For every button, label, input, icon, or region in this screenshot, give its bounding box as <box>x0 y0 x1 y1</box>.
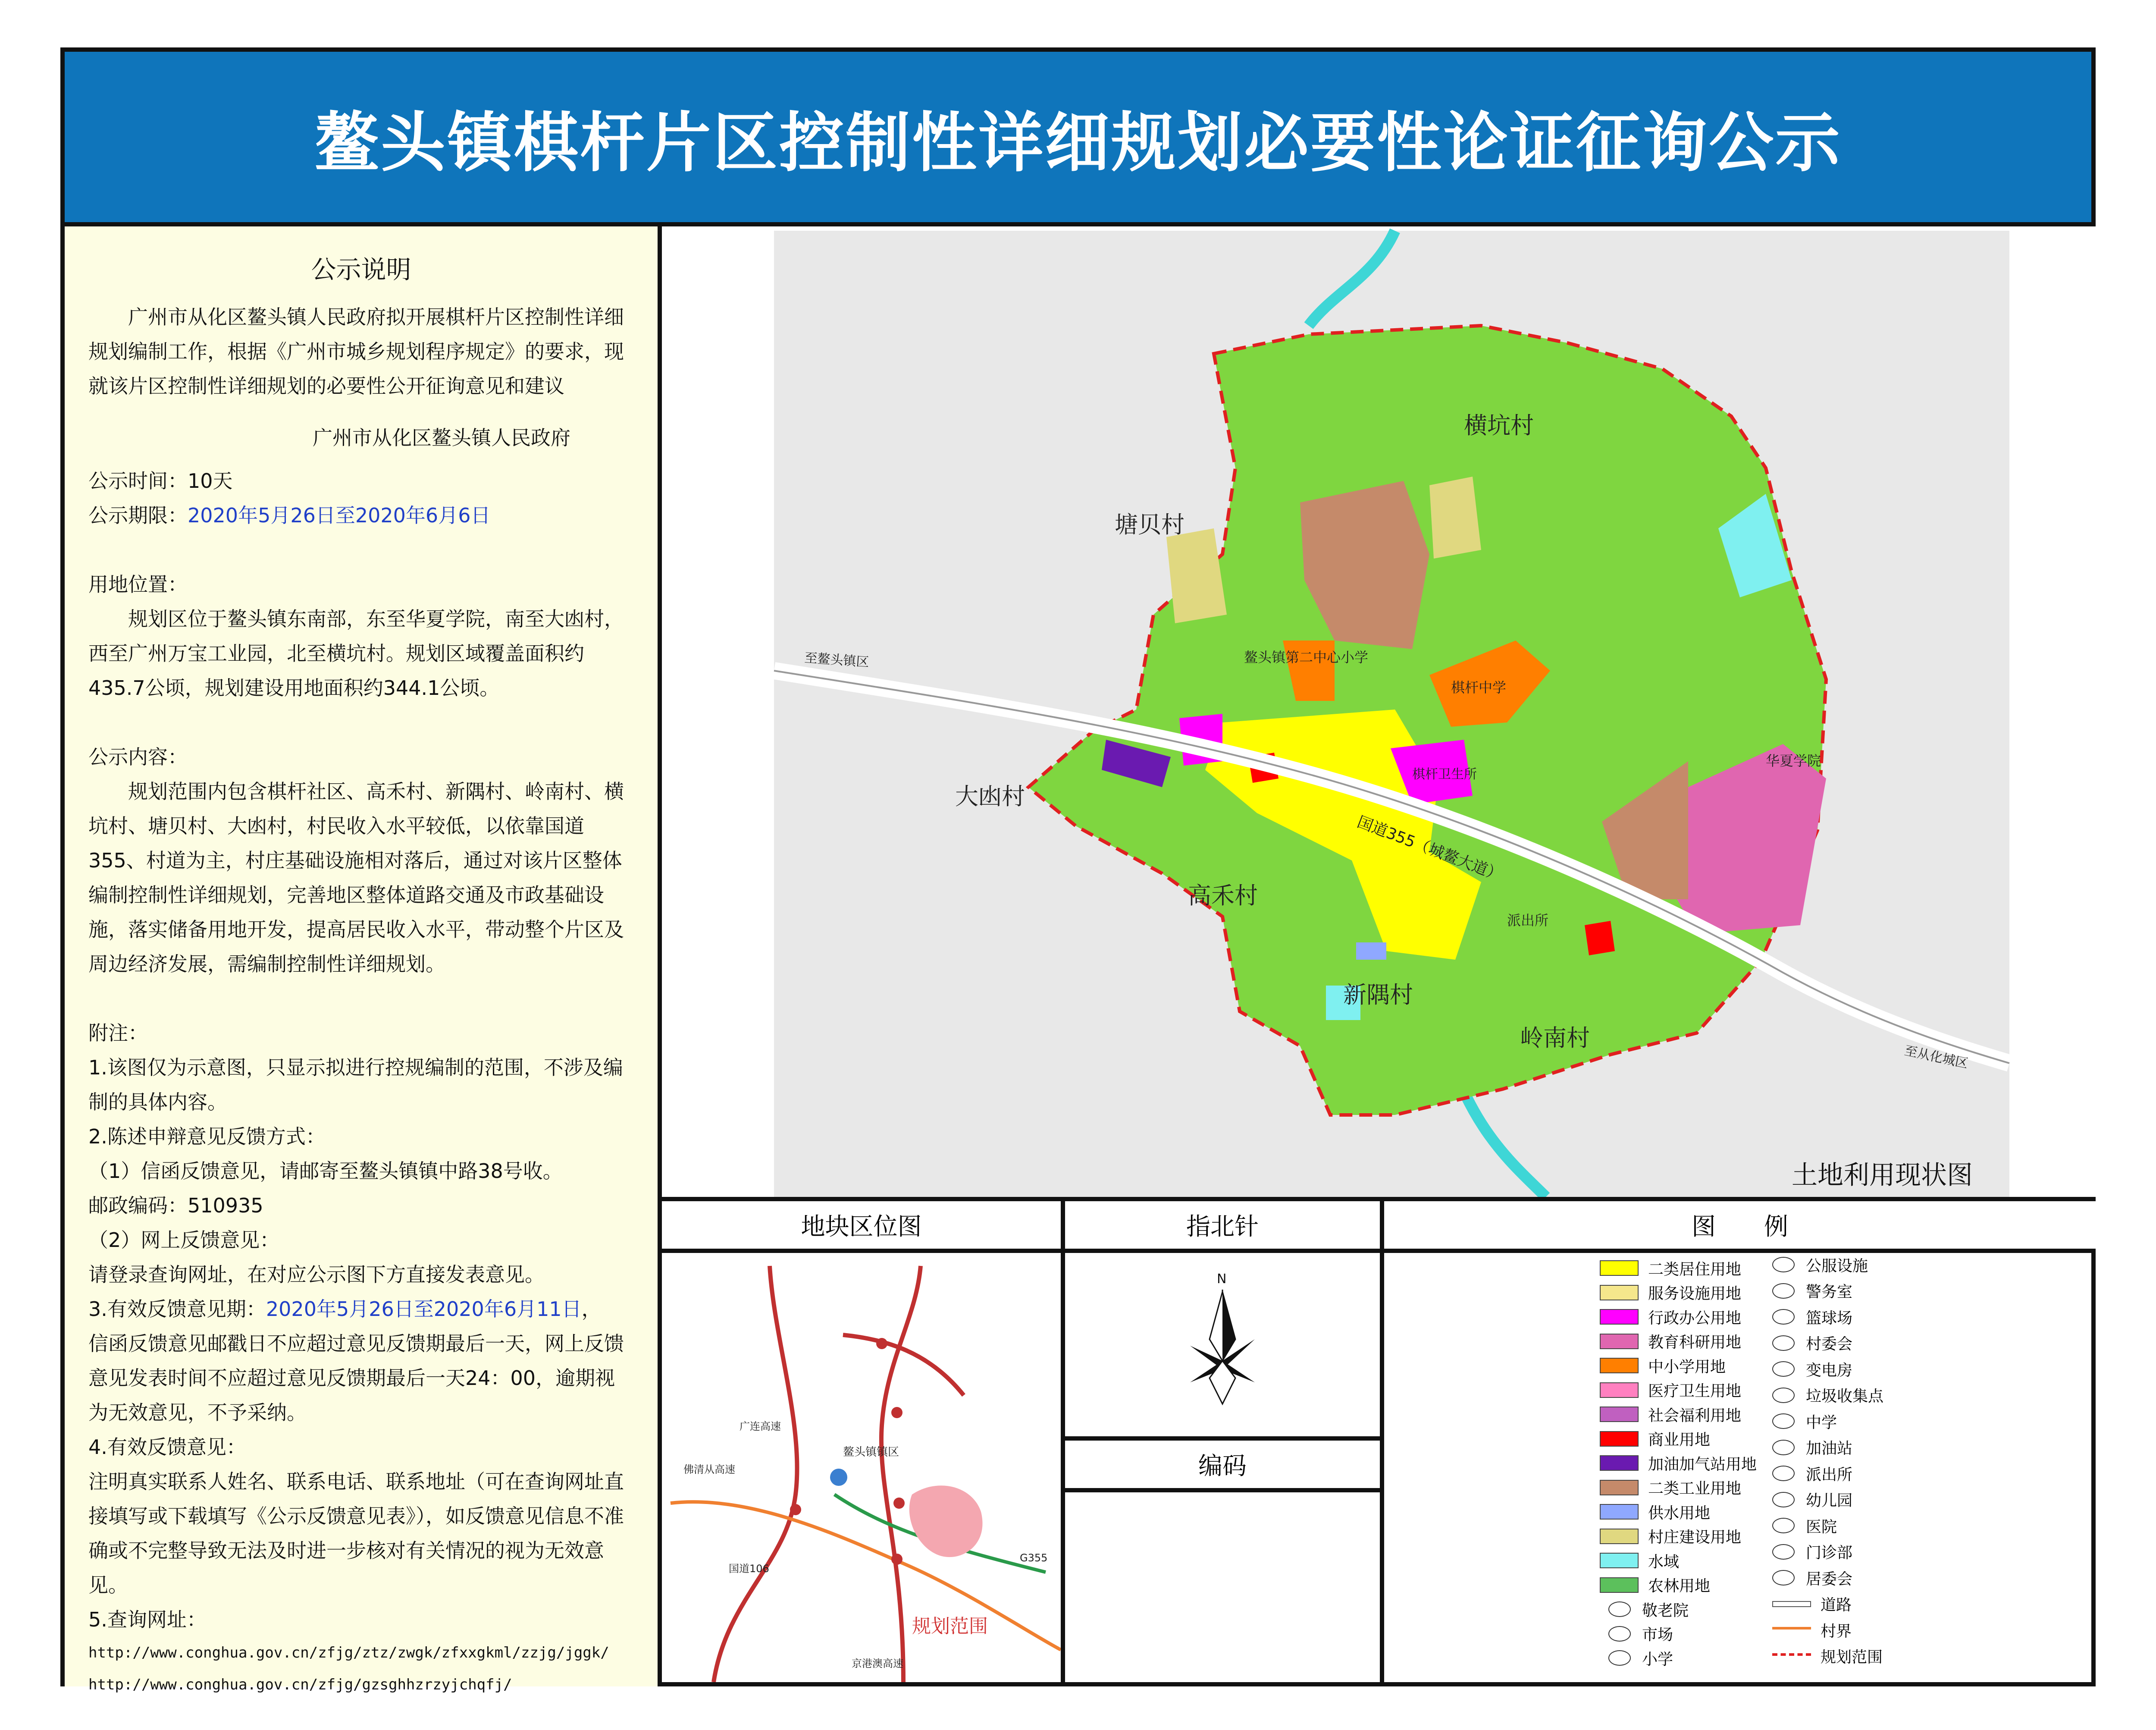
land-use-map <box>662 226 2096 1201</box>
legend-item <box>1600 1258 1741 1278</box>
legend-label: 二类居住用地 <box>1648 1260 1742 1278</box>
map-caption: 土地利用现状图 <box>1792 1160 1973 1190</box>
scope-area <box>909 1485 983 1557</box>
location-text: 规划区位于鳌头镇东南部，东至华夏学院，南至大凼村，西至广州万宝工业园，北至横坑村。规划区域覆盖面积约435.7公顷，规划建设用地面积约344.1公顷。 <box>88 607 624 700</box>
note-2: 2.陈述申辩意见反馈方式： <box>88 1125 326 1148</box>
legend-symbol-icon <box>1772 1466 1795 1481</box>
legend-symbol-icon <box>1772 1413 1795 1429</box>
junction-dot <box>891 1554 903 1565</box>
legend-item <box>1772 1411 1837 1431</box>
code-header: 编码 <box>1065 1441 1380 1492</box>
location-label: 规划范围 <box>912 1615 988 1637</box>
note-1: 1.该图仅为示意图，只显示拟进行控规编制的范围，不涉及编制的具体内容。 <box>88 1056 623 1114</box>
legend-symbol-icon <box>1772 1544 1795 1560</box>
legend-swatch <box>1600 1480 1639 1495</box>
legend-item <box>1772 1568 1852 1588</box>
legend-label: 道路 <box>1821 1596 1852 1614</box>
notice-panel <box>65 226 662 1693</box>
road-line <box>843 1335 964 1395</box>
legend-swatch <box>1600 1382 1639 1398</box>
postcode: 邮政编码：510935 <box>88 1194 263 1217</box>
legend-label: 农林用地 <box>1648 1577 1711 1595</box>
note-3-text: 信函反馈意见邮戳日不应超过意见反馈期最后一天，网上反馈意见发表时间不应超过意见反馈期最后一天24：00，逾期视为无效意见，不予采纳。 <box>88 1332 624 1424</box>
content-text: 规划范围内包含棋杆社区、高禾村、新隅村、岭南村、横坑村、塘贝村、大凼村，村民收入水平较低，以依靠国道355、村道为主，村庄基础设施相对落后，通过对该片区整体编制控制性详细规划，完善地区整体道路交通及市政基础设施，落实储备用地开发，提高居民收入水平，带动整个片区及周边经济发展，需编制控制性详细规划。 <box>88 780 624 976</box>
legend-item <box>1772 1255 1868 1275</box>
legend-label: 供水用地 <box>1648 1504 1711 1522</box>
legend-line-icon <box>1772 1627 1811 1633</box>
village-patch <box>1429 477 1481 559</box>
legend-label: 中小学用地 <box>1648 1358 1726 1376</box>
query-url-2[interactable]: http://www.conghua.gov.cn/zfjg/gzsghhzrzyjchqfj/ <box>88 1676 512 1693</box>
legend-label: 中学 <box>1806 1413 1837 1432</box>
direction-label: 至从化城区 <box>1903 1043 1970 1072</box>
legend-item <box>1772 1594 1852 1614</box>
legend-item <box>1600 1283 1741 1303</box>
legend-symbol-icon <box>1608 1626 1631 1642</box>
legend-line-icon <box>1772 1653 1811 1659</box>
title-bar <box>65 52 2091 226</box>
legend-symbol-icon <box>1608 1601 1631 1617</box>
poster-frame <box>60 47 2096 1693</box>
legend-item <box>1600 1404 1741 1424</box>
legend-label: 垃圾收集点 <box>1806 1388 1884 1405</box>
query-url-1[interactable]: http://www.conghua.gov.cn/zfjg/ztz/zwgk/zfxxgkml/zzjg/jggk/ <box>88 1644 609 1661</box>
junction-dot <box>876 1338 887 1349</box>
legend-swatch <box>1600 1529 1639 1544</box>
location-label: 京港澳高速 <box>852 1658 903 1670</box>
legend-item <box>1600 1356 1726 1375</box>
note-4-text: 注明真实联系人姓名、联系电话、联系地址（可在查询网址直接填写或下载填写《公示反馈意见表》），如反馈意见信息不准确或不完整导致无法及时进一步核对有关情况的视为无效意见。 <box>88 1470 624 1597</box>
legend-item <box>1772 1490 1852 1510</box>
note-4: 4.有效反馈意见： <box>88 1435 246 1459</box>
legend-label: 居委会 <box>1806 1570 1853 1588</box>
village-label: 高禾村 <box>1188 882 1258 909</box>
legend-symbol-icon <box>1772 1361 1795 1377</box>
legend-label: 二类工业用地 <box>1648 1480 1742 1498</box>
north-arrow-icon <box>1065 1253 1380 1436</box>
town-dot <box>830 1469 847 1486</box>
legend-label: 敬老院 <box>1642 1601 1689 1620</box>
legend-label: 篮球场 <box>1806 1309 1853 1327</box>
notice-intro: 广州市从化区鳌头镇人民政府拟开展棋杆片区控制性详细规划编制工作，根据《广州市城乡规划程序规定》的要求，现就该片区控制性详细规划的必要性公开征询意见和建议 <box>88 305 624 398</box>
village-label: 横坑村 <box>1464 412 1534 439</box>
legend-label: 市场 <box>1642 1626 1673 1644</box>
page-title: 鳌头镇棋杆片区控制性详细规划必要性论证征询公示 <box>314 105 1842 181</box>
legend-item <box>1600 1575 1710 1595</box>
legend-label: 教育科研用地 <box>1648 1334 1742 1351</box>
land-use-map-svg <box>662 226 2096 1201</box>
legend-symbol-icon <box>1772 1440 1795 1455</box>
legend-label: 加油加气站用地 <box>1648 1455 1757 1473</box>
legend-symbol-icon <box>1772 1257 1795 1272</box>
north-letter: N <box>1217 1272 1227 1287</box>
legend-swatch <box>1600 1358 1639 1373</box>
legend-symbol-icon <box>1772 1518 1795 1533</box>
legend-item <box>1772 1463 1852 1483</box>
location-heading: 用地位置： <box>88 573 188 596</box>
legend-label: 门诊部 <box>1806 1544 1853 1562</box>
legend-label: 幼儿园 <box>1806 1492 1853 1510</box>
legend-label: 规划范围 <box>1821 1648 1883 1666</box>
legend-label: 派出所 <box>1806 1466 1853 1484</box>
place-label: 鳌头镇第二中心小学 <box>1244 649 1369 666</box>
road-label: 国道355（城鳌大道） <box>1354 813 1505 885</box>
legend-symbol-icon <box>1772 1309 1795 1325</box>
legend-item <box>1600 1551 1679 1570</box>
junction-dot <box>790 1504 801 1515</box>
legend-symbol-icon <box>1772 1388 1795 1403</box>
legend-label: 村界 <box>1821 1622 1852 1640</box>
location-label: 国道106 <box>729 1563 769 1575</box>
legend-item <box>1772 1646 1883 1666</box>
legend-label: 村庄建设用地 <box>1648 1529 1742 1546</box>
legend-body <box>1384 1253 2096 1684</box>
location-map-panel <box>662 1201 1065 1682</box>
legend-label: 社会福利用地 <box>1648 1407 1742 1425</box>
legend-swatch <box>1600 1285 1639 1300</box>
legend-header: 图 例 <box>1384 1201 2096 1253</box>
legend-item <box>1772 1359 1852 1379</box>
place-label: 棋杆卫生所 <box>1412 767 1477 782</box>
legend-swatch <box>1600 1455 1639 1471</box>
legend-item <box>1600 1526 1741 1546</box>
legend-item <box>1772 1333 1852 1353</box>
legend-symbol-icon <box>1772 1492 1795 1507</box>
location-map-header: 地块区位图 <box>662 1201 1061 1253</box>
legend-item <box>1772 1438 1852 1457</box>
note-5: 5.查询网址： <box>88 1608 207 1631</box>
commercial-patch <box>1585 921 1615 955</box>
legend-swatch <box>1600 1260 1639 1276</box>
legend-line-icon <box>1772 1601 1811 1607</box>
legend-label: 行政办公用地 <box>1648 1309 1742 1327</box>
legend-item <box>1772 1281 1852 1301</box>
legend-swatch <box>1600 1431 1639 1447</box>
village-label: 大凼村 <box>955 783 1025 810</box>
legend-label: 服务设施用地 <box>1648 1285 1742 1303</box>
legend-label: 小学 <box>1642 1650 1673 1668</box>
legend-swatch <box>1600 1407 1639 1422</box>
location-label: G355 <box>1020 1552 1048 1564</box>
legend-item <box>1600 1502 1710 1522</box>
notes-heading: 附注： <box>88 1021 148 1045</box>
legend-label: 加油站 <box>1806 1440 1853 1457</box>
place-label: 棋杆中学 <box>1451 679 1507 696</box>
legend-swatch <box>1600 1309 1639 1325</box>
legend-symbol-icon <box>1772 1283 1795 1299</box>
north-and-code-panel <box>1065 1201 1384 1682</box>
legend-item <box>1600 1453 1757 1473</box>
legend-symbol-icon <box>1772 1570 1795 1586</box>
village-label: 岭南村 <box>1520 1024 1590 1052</box>
legend-symbol-icon <box>1772 1335 1795 1351</box>
legend-label: 村委会 <box>1806 1335 1853 1353</box>
bottom-panels <box>662 1197 2096 1682</box>
notice-period: 公示期限：2020年5月26日至2020年6月6日 <box>88 504 491 527</box>
place-label: 派出所 <box>1507 912 1549 929</box>
north-header: 指北针 <box>1065 1201 1380 1253</box>
note-2b-text: 请登录查询网址，在对应公示图下方直接发表意见。 <box>88 1263 545 1286</box>
legend-item <box>1600 1331 1741 1351</box>
junction-dot <box>893 1498 905 1509</box>
notice-heading: 公示说明 <box>311 255 411 284</box>
legend-item <box>1772 1620 1852 1640</box>
legend-label: 医疗卫生用地 <box>1648 1382 1742 1400</box>
legend-item <box>1600 1380 1741 1400</box>
location-label: 佛清从高速 <box>683 1463 735 1476</box>
legend-symbol-icon <box>1608 1650 1631 1666</box>
legend-swatch <box>1600 1553 1639 1568</box>
legend-label: 公服设施 <box>1806 1257 1868 1275</box>
notice-org: 广州市从化区鳌头镇人民政府 <box>313 426 570 449</box>
location-label: 鳌头镇镇区 <box>843 1446 899 1459</box>
place-label: 华夏学院 <box>1766 753 1821 769</box>
legend-label: 水域 <box>1648 1553 1680 1571</box>
legend-swatch <box>1600 1577 1639 1593</box>
legend-label: 警务室 <box>1806 1283 1853 1301</box>
water-supply-patch <box>1356 942 1386 960</box>
legend-item <box>1772 1542 1852 1562</box>
junction-dot <box>891 1407 903 1418</box>
legend-label: 变电房 <box>1806 1361 1853 1379</box>
legend-item <box>1608 1599 1689 1619</box>
location-map-svg <box>662 1253 1061 1682</box>
legend-item <box>1600 1307 1741 1327</box>
legend-swatch <box>1600 1334 1639 1349</box>
legend-label: 商业用地 <box>1648 1431 1711 1449</box>
location-label: 广连高速 <box>740 1420 781 1432</box>
note-2a: （1）信函反馈意见，请邮寄至鳌头镇镇中路38号收。 <box>88 1159 563 1183</box>
note-3: 3.有效反馈意见期：2020年5月26日至2020年6月11日， <box>88 1297 602 1321</box>
legend-panel <box>1384 1201 2096 1682</box>
north-arrow-box <box>1065 1253 1380 1441</box>
legend-item <box>1772 1385 1883 1405</box>
legend-item <box>1772 1307 1852 1327</box>
village-label: 新隅村 <box>1343 981 1413 1008</box>
legend-item <box>1600 1478 1741 1498</box>
legend-item <box>1608 1648 1673 1668</box>
direction-label: 至鳌头镇区 <box>804 650 870 670</box>
note-2b: （2）网上反馈意见： <box>88 1228 280 1252</box>
legend-label: 医院 <box>1806 1518 1837 1536</box>
notice-duration: 公示时间：10天 <box>88 469 233 493</box>
legend-swatch <box>1600 1504 1639 1520</box>
content-heading: 公示内容： <box>88 745 188 769</box>
legend-item <box>1608 1624 1673 1644</box>
village-label: 塘贝村 <box>1115 511 1185 538</box>
legend-item <box>1772 1516 1837 1535</box>
legend-item <box>1600 1429 1710 1449</box>
